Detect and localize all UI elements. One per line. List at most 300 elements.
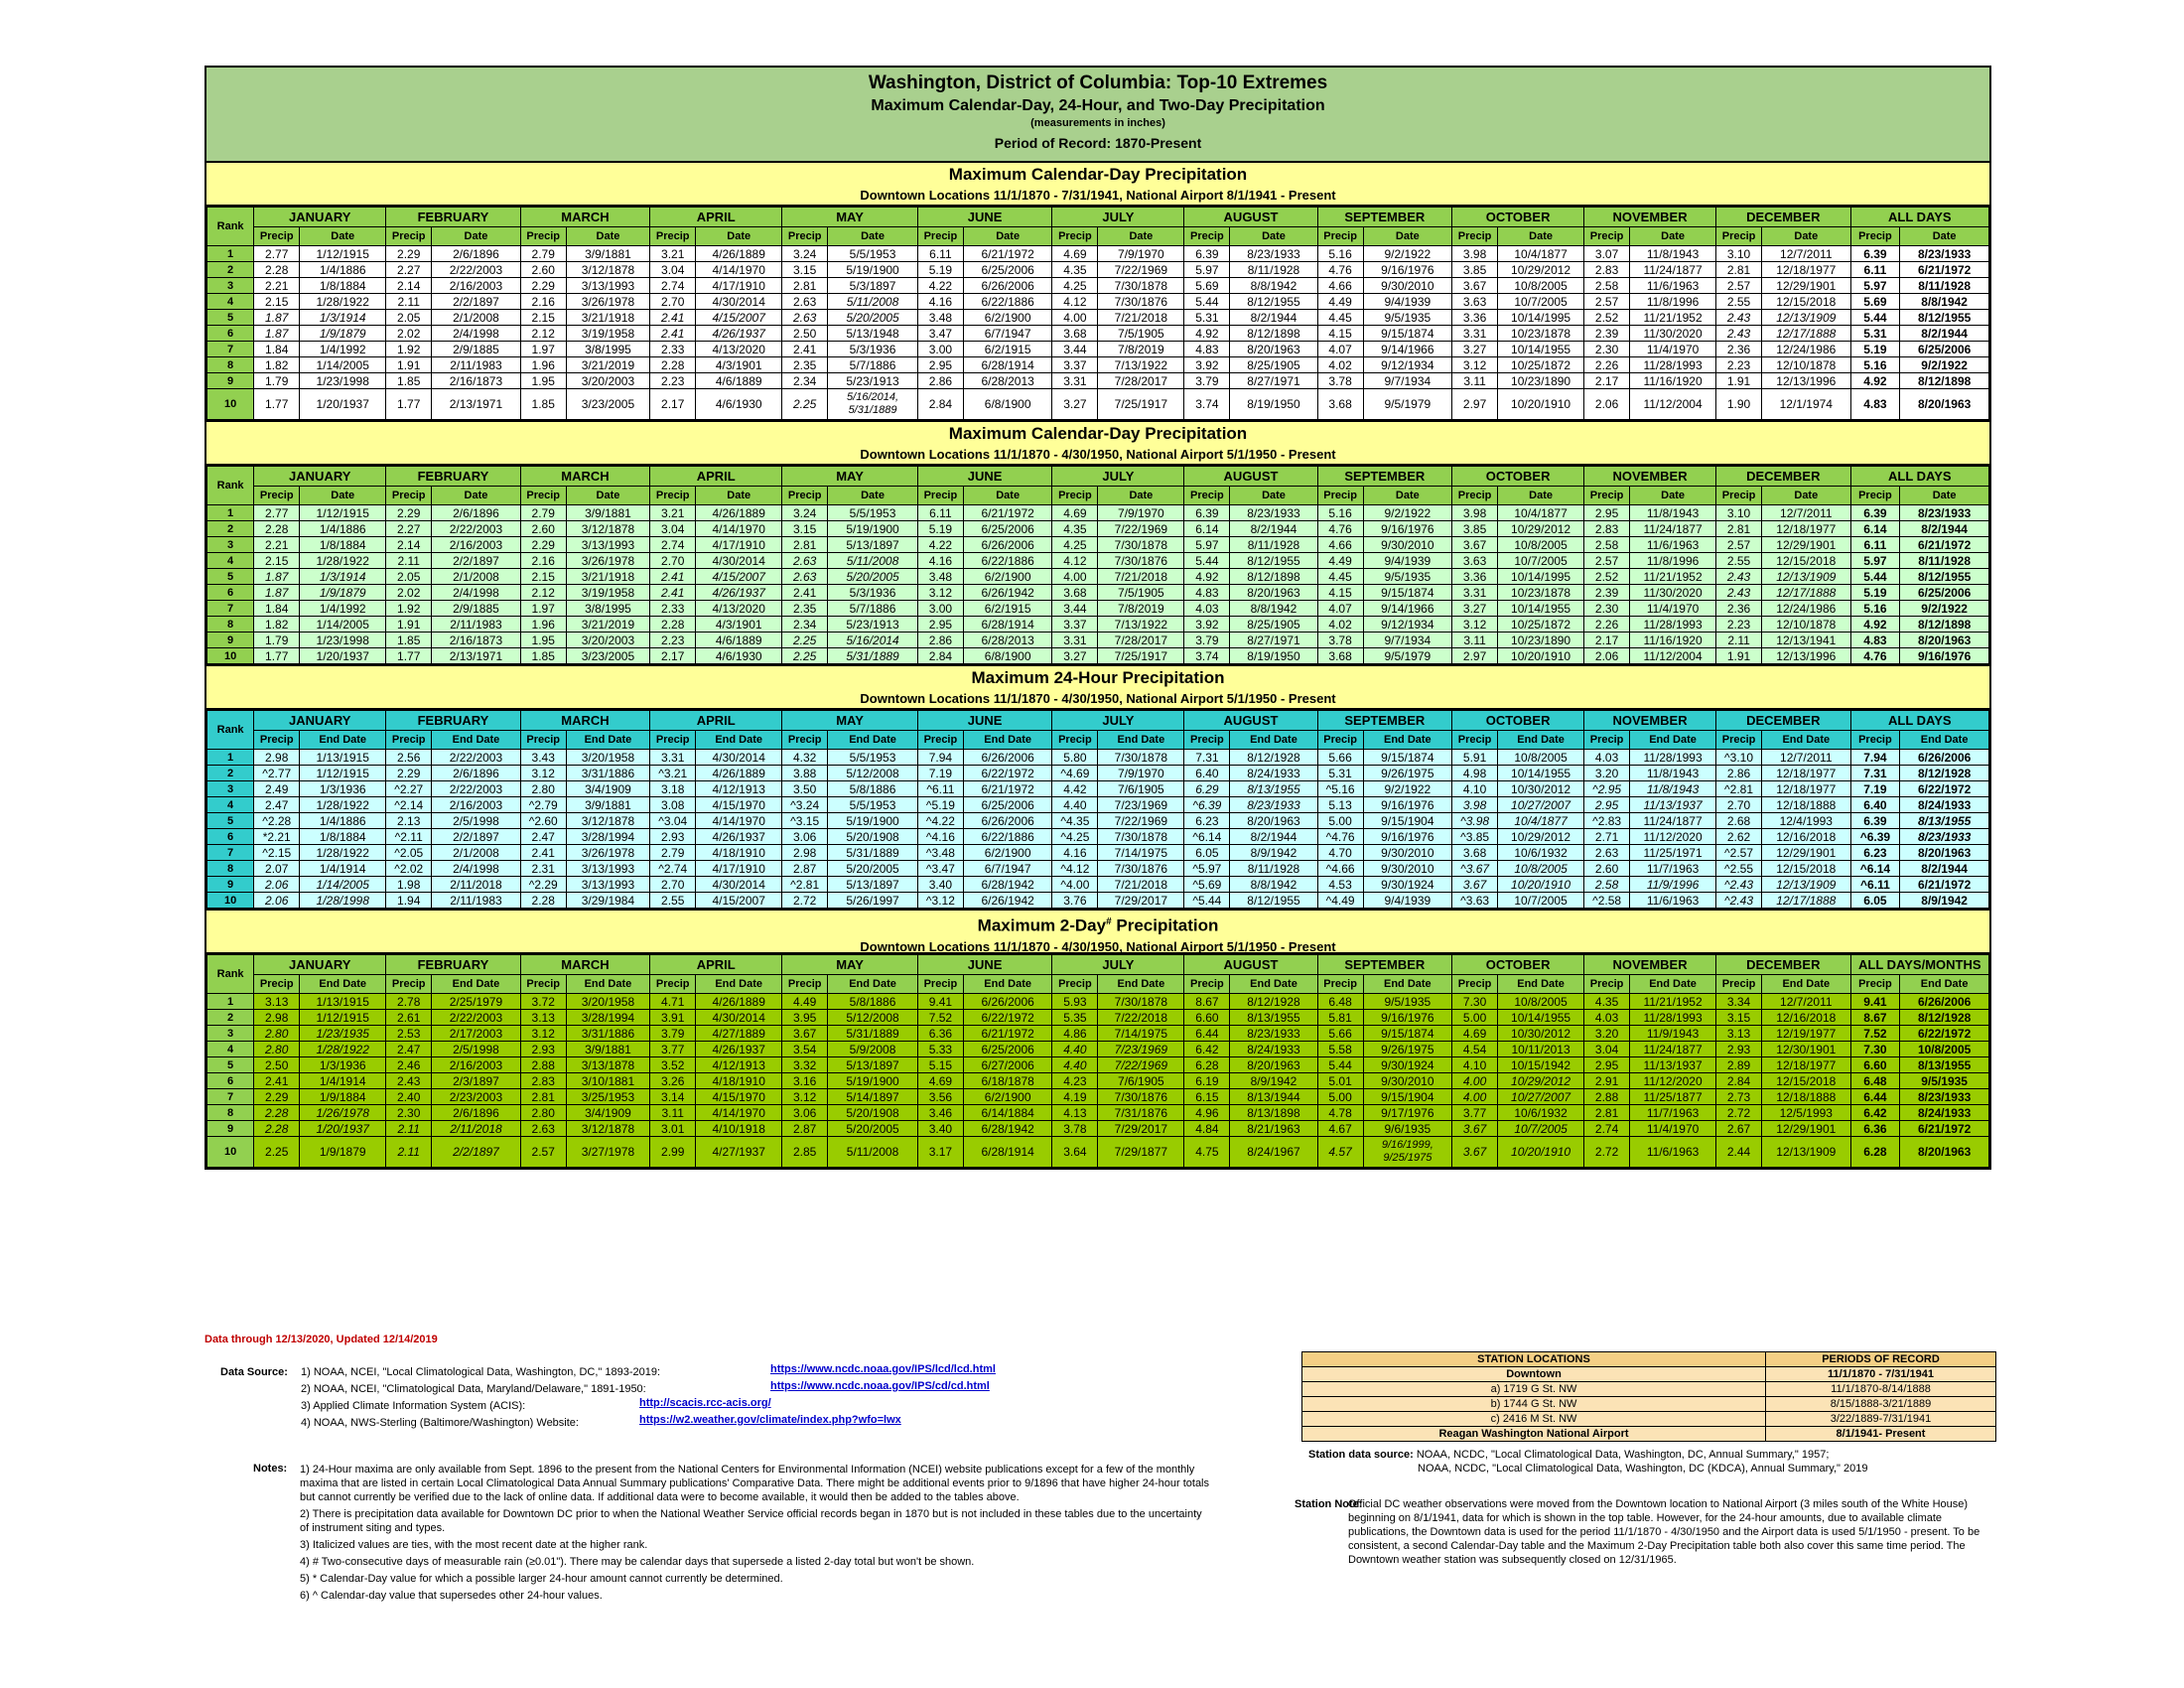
precip-value: ^3.85 [1452, 829, 1498, 845]
date-value: 6/2/1900 [963, 845, 1052, 861]
date-value: 4/26/1937 [696, 1042, 782, 1057]
month-header-august: AUGUST [1184, 955, 1317, 975]
date-value: 1/4/1914 [300, 861, 386, 877]
precip-value: 1.84 [254, 601, 300, 617]
station-row [1302, 1397, 1996, 1412]
precip-value: 4.92 [1184, 326, 1230, 342]
precip-col-header: Precip [386, 487, 432, 505]
precip-value: 2.29 [520, 537, 566, 553]
table-row [207, 617, 1989, 633]
precip-value: 2.63 [1584, 845, 1630, 861]
precip-value: 2.35 [782, 357, 828, 373]
date-value: 1/20/1937 [300, 648, 386, 664]
precip-value: 2.06 [254, 893, 300, 909]
precip-value: 3.78 [1052, 1121, 1098, 1137]
precip-value: 1.92 [386, 342, 432, 357]
precip-value: 4.12 [1052, 553, 1098, 569]
date-value: 5/20/2005 [828, 861, 918, 877]
section-title: Maximum 2-Day# Precipitation [977, 915, 1219, 935]
date-col-header: End Date [1900, 731, 1989, 750]
date-value: 1/4/1992 [300, 342, 386, 357]
note-item: 1) 24-Hour maxima are only available from Sept. 1896 to the present from the National Centers for Environmental Information (NCEI) website publications except for a few of the monthly maxima that are listed in certain Local Climatological Data Annual Summary publications' Comparative Data. There might be additional events prior to 9/1896 that have higher 24-hour totals but cannot currently be verified due to the lack of online data. If additional data were to become available, it would then be added to the tables above. [300, 1464, 1210, 1503]
date-value: 7/21/2018 [1098, 877, 1184, 893]
precip-value: 4.54 [1452, 1042, 1498, 1057]
date-value: 7/28/2017 [1098, 373, 1184, 389]
date-value: 4/14/1970 [696, 1105, 782, 1121]
precip-value: 2.83 [520, 1073, 566, 1089]
date-col-header: Date [1230, 487, 1317, 505]
date-value: 12/7/2011 [1762, 750, 1851, 766]
date-value: 6/22/1972 [963, 766, 1052, 781]
date-value: 6/28/2013 [963, 373, 1052, 389]
precip-value: 4.69 [1052, 505, 1098, 521]
precip-value: ^2.55 [1716, 861, 1762, 877]
precip-value: 5.66 [1317, 1026, 1363, 1042]
date-col-header: Date [1498, 487, 1584, 505]
precip-value: 5.35 [1052, 1010, 1098, 1026]
sheet-title: Washington, District of Columbia: Top-10 Extremes [868, 72, 1328, 93]
precip-value: 2.27 [386, 521, 432, 537]
rank-cell: 6 [207, 829, 254, 845]
precip-col-header: Precip [1584, 227, 1630, 246]
precip-value: 4.42 [1052, 781, 1098, 797]
all-days-date: 6/22/1972 [1900, 781, 1989, 797]
precip-value: 7.52 [917, 1010, 963, 1026]
date-value: 7/9/1970 [1098, 505, 1184, 521]
precip-col-header: Precip [917, 731, 963, 750]
all-days-precip: 6.39 [1850, 505, 1900, 521]
precip-value: 4.83 [1184, 342, 1230, 357]
date-value: 12/7/2011 [1762, 505, 1851, 521]
all-days-precip: 7.52 [1850, 1026, 1900, 1042]
date-value: 11/8/1996 [1630, 553, 1716, 569]
precip-value: ^2.81 [1716, 781, 1762, 797]
precip-value: 6.44 [1184, 1026, 1230, 1042]
date-value: 1/12/1915 [300, 766, 386, 781]
precip-value: 6.23 [1184, 813, 1230, 829]
date-value: 11/4/1970 [1630, 1121, 1716, 1137]
date-value: 1/3/1936 [300, 781, 386, 797]
precip-value: 3.20 [1584, 1026, 1630, 1042]
date-value: 7/30/1876 [1098, 294, 1184, 310]
precip-value: 2.21 [254, 537, 300, 553]
precip-value: 3.13 [254, 994, 300, 1010]
precip-value: ^4.16 [917, 829, 963, 845]
precip-value: 2.29 [520, 278, 566, 294]
precip-value: 1.87 [254, 585, 300, 601]
date-value: 3/20/1958 [566, 994, 650, 1010]
table-row [207, 310, 1989, 326]
precip-value: 2.70 [1716, 797, 1762, 813]
precip-value: 2.23 [1716, 617, 1762, 633]
date-value: 2/6/1896 [432, 1105, 521, 1121]
date-value: 11/4/1970 [1630, 601, 1716, 617]
precip-value: 3.01 [650, 1121, 696, 1137]
date-value: 12/18/1977 [1762, 262, 1851, 278]
section-title: Maximum Calendar-Day Precipitation [948, 165, 1248, 184]
date-value: 7/22/1969 [1098, 813, 1184, 829]
date-col-header: Date [1230, 227, 1317, 246]
precip-value: 6.29 [1184, 781, 1230, 797]
date-value: 1/8/1884 [300, 537, 386, 553]
date-value: 7/21/2018 [1098, 569, 1184, 585]
date-value: 2/13/1971 [432, 648, 521, 664]
precip-value: 5.19 [917, 262, 963, 278]
precip-value: ^2.28 [254, 813, 300, 829]
date-value: 10/7/2005 [1498, 294, 1584, 310]
date-value: 9/30/2010 [1363, 537, 1452, 553]
data-source-link[interactable]: http://scacis.rcc-acis.org/ [639, 1397, 771, 1409]
date-value: 2/3/1897 [432, 1073, 521, 1089]
precip-col-header: Precip [782, 227, 828, 246]
precip-value: 1.87 [254, 569, 300, 585]
date-col-header: Date [300, 487, 386, 505]
rank-cell: 9 [207, 877, 254, 893]
precip-value: 4.71 [650, 994, 696, 1010]
precip-value: 2.15 [254, 294, 300, 310]
precip-value: 3.68 [1052, 585, 1098, 601]
date-value: 6/2/1900 [963, 569, 1052, 585]
data-source-link[interactable]: https://www.ncdc.noaa.gov/IPS/cd/cd.html [770, 1380, 990, 1392]
station-period: 8/15/1888-3/21/1889 [1766, 1397, 1996, 1412]
precip-value: 2.72 [782, 893, 828, 909]
precip-value: 3.56 [917, 1089, 963, 1105]
date-value: 9/26/1975 [1363, 1042, 1452, 1057]
rank-cell: 9 [207, 1121, 254, 1137]
date-value: 12/30/1901 [1762, 1042, 1851, 1057]
all-days-precip: ^6.14 [1850, 861, 1900, 877]
date-value: 9/12/1934 [1363, 357, 1452, 373]
precip-value: 2.72 [1584, 1137, 1630, 1168]
precip-table [206, 954, 1989, 1168]
precip-value: 2.81 [520, 1089, 566, 1105]
date-value: 3/21/1918 [566, 569, 650, 585]
precip-value: 2.57 [1584, 294, 1630, 310]
table-row [207, 845, 1989, 861]
precip-value: ^3.24 [782, 797, 828, 813]
section-1 [206, 163, 1989, 420]
date-value: 5/19/1900 [828, 813, 918, 829]
date-value: 6/26/2006 [963, 813, 1052, 829]
date-col-header: End Date [1900, 975, 1989, 994]
date-value: 6/28/1914 [963, 357, 1052, 373]
date-value: 4/26/1889 [696, 766, 782, 781]
date-value: 8/20/1963 [1230, 585, 1317, 601]
date-value: 10/7/2005 [1498, 1121, 1584, 1137]
precip-value: 2.55 [1716, 553, 1762, 569]
date-value: 4/26/1889 [696, 246, 782, 262]
precip-value: 1.98 [386, 877, 432, 893]
precip-value: 4.00 [1052, 310, 1098, 326]
precip-value: 4.07 [1317, 601, 1363, 617]
precip-value: 4.13 [1052, 1105, 1098, 1121]
precip-value: ^2.79 [520, 797, 566, 813]
precip-value: 3.63 [1452, 553, 1498, 569]
precip-value: 6.39 [1184, 505, 1230, 521]
date-value: 9/30/2010 [1363, 861, 1452, 877]
date-value: 4/6/1889 [696, 373, 782, 389]
date-value: 6/21/1972 [963, 781, 1052, 797]
data-source-link[interactable]: https://www.ncdc.noaa.gov/IPS/lcd/lcd.html [770, 1363, 996, 1375]
precip-value: 3.78 [1317, 373, 1363, 389]
date-value: 4/17/1910 [696, 861, 782, 877]
date-value: 2/6/1896 [432, 505, 521, 521]
month-header-september: SEPTEMBER [1317, 467, 1451, 487]
precip-value: 3.11 [1452, 373, 1498, 389]
rank-cell: 3 [207, 537, 254, 553]
precip-value: 4.22 [917, 537, 963, 553]
notes-list [300, 1463, 1213, 1606]
date-col-header: Date [1900, 487, 1989, 505]
precip-value: 2.81 [782, 537, 828, 553]
precip-value: 3.12 [1452, 357, 1498, 373]
date-value: 5/3/1936 [828, 585, 918, 601]
precip-col-header: Precip [782, 731, 828, 750]
date-value: 4/27/1889 [696, 1026, 782, 1042]
precip-value: ^2.02 [386, 861, 432, 877]
all-days-date: 9/2/1922 [1900, 601, 1989, 617]
all-days-date: 8/12/1955 [1900, 310, 1989, 326]
precip-value: 3.00 [917, 342, 963, 357]
date-value: 7/29/2017 [1098, 893, 1184, 909]
date-value: 10/20/1910 [1498, 389, 1584, 420]
all-days-precip: 6.14 [1850, 521, 1900, 537]
date-value: 12/18/1977 [1762, 766, 1851, 781]
date-value: 3/25/1953 [566, 1089, 650, 1105]
date-value: 8/20/1963 [1230, 1057, 1317, 1073]
precip-value: 4.16 [1052, 845, 1098, 861]
date-value: 1/14/2005 [300, 877, 386, 893]
month-header-march: MARCH [520, 955, 650, 975]
table-row [207, 893, 1989, 909]
all-days-precip: 5.31 [1850, 326, 1900, 342]
data-source-link[interactable]: https://w2.weather.gov/climate/index.php?wfo=lwx [639, 1414, 901, 1426]
precip-value: 2.17 [1584, 633, 1630, 648]
notes-label: Notes: [253, 1463, 288, 1475]
date-value: 6/28/2013 [963, 633, 1052, 648]
date-value: 5/12/2008 [828, 766, 918, 781]
rank-cell: 2 [207, 1010, 254, 1026]
date-value: 3/21/2019 [566, 357, 650, 373]
precip-value: 3.36 [1452, 569, 1498, 585]
date-value: 2/13/1971 [432, 389, 521, 420]
date-value: 12/17/1888 [1762, 893, 1851, 909]
precip-value: 3.21 [650, 505, 696, 521]
precip-value: 2.83 [1584, 262, 1630, 278]
precip-value: 4.49 [1317, 294, 1363, 310]
precip-value: 2.30 [1584, 601, 1630, 617]
station-note-block [1295, 1497, 1993, 1567]
precip-value: 2.34 [782, 373, 828, 389]
precip-value: 2.86 [917, 373, 963, 389]
all-days-header: ALL DAYS [1850, 711, 1988, 731]
date-value: 12/1/1974 [1762, 389, 1851, 420]
precip-value: 2.67 [1716, 1121, 1762, 1137]
date-col-header: End Date [432, 731, 521, 750]
date-value: 10/29/2012 [1498, 1073, 1584, 1089]
precip-value: 3.79 [1184, 373, 1230, 389]
date-value: 2/1/2008 [432, 310, 521, 326]
date-value: 9/16/1999, 9/25/1975 [1363, 1137, 1452, 1168]
date-value: 12/10/1878 [1762, 617, 1851, 633]
all-days-precip: 5.97 [1850, 553, 1900, 569]
all-days-date: 9/16/1976 [1900, 648, 1989, 664]
all-days-precip: 5.44 [1850, 310, 1900, 326]
date-value: 11/9/1996 [1630, 877, 1716, 893]
table-row [207, 262, 1989, 278]
date-col-header: Date [300, 227, 386, 246]
sections-container [206, 163, 1989, 1168]
precip-value: 5.31 [1317, 766, 1363, 781]
precip-value: 3.16 [782, 1073, 828, 1089]
precip-value: 4.15 [1317, 585, 1363, 601]
date-value: 4/12/1913 [696, 781, 782, 797]
all-days-precip: 6.28 [1850, 1137, 1900, 1168]
precip-value: 5.44 [1184, 294, 1230, 310]
date-value: 11/24/1877 [1630, 521, 1716, 537]
date-value: 3/12/1878 [566, 521, 650, 537]
precip-value: 3.68 [1452, 845, 1498, 861]
date-value: 3/4/1909 [566, 781, 650, 797]
precip-value: 4.00 [1452, 1089, 1498, 1105]
date-value: 4/10/1918 [696, 1121, 782, 1137]
precip-value: 2.77 [254, 505, 300, 521]
precip-value: 5.91 [1452, 750, 1498, 766]
date-value: 8/24/1967 [1230, 1137, 1317, 1168]
date-value: 2/16/1873 [432, 633, 521, 648]
date-value: 12/15/2018 [1762, 294, 1851, 310]
precip-value: 6.05 [1184, 845, 1230, 861]
date-value: 9/15/1874 [1363, 750, 1452, 766]
precip-col-header: Precip [520, 227, 566, 246]
month-header-june: JUNE [917, 711, 1051, 731]
date-value: 4/15/2007 [696, 310, 782, 326]
rank-cell: 6 [207, 326, 254, 342]
precip-value: 4.66 [1317, 278, 1363, 294]
date-value: 3/4/1909 [566, 1105, 650, 1121]
date-value: 6/25/2006 [963, 521, 1052, 537]
precip-col-header: Precip [1052, 227, 1098, 246]
precip-value: 2.28 [254, 1121, 300, 1137]
precip-value: 5.97 [1184, 537, 1230, 553]
date-value: 1/13/1915 [300, 994, 386, 1010]
date-value: 11/8/1943 [1630, 781, 1716, 797]
date-value: 1/9/1879 [300, 326, 386, 342]
precip-value: 2.28 [650, 617, 696, 633]
date-value: 4/3/1901 [696, 617, 782, 633]
date-col-header: End Date [963, 731, 1052, 750]
date-value: 7/8/2019 [1098, 601, 1184, 617]
note-item: 3) Italicized values are ties, with the most recent date at the higher rank. [300, 1539, 648, 1551]
precip-value: ^2.43 [1716, 893, 1762, 909]
precip-value: 2.11 [1716, 633, 1762, 648]
date-value: 11/24/1877 [1630, 813, 1716, 829]
section-subtitle: Downtown Locations 11/1/1870 - 4/30/1950, National Airport 5/1/1950 - Present [860, 447, 1336, 462]
precip-value: 2.26 [1584, 357, 1630, 373]
table-row [207, 537, 1989, 553]
precip-value: 2.60 [520, 521, 566, 537]
date-value: 11/16/1920 [1630, 373, 1716, 389]
month-header-july: JULY [1052, 467, 1184, 487]
date-value: 5/3/1897 [828, 278, 918, 294]
precip-value: 6.19 [1184, 1073, 1230, 1089]
table-row [207, 246, 1989, 262]
month-header-september: SEPTEMBER [1317, 711, 1451, 731]
all-days-precip: 4.76 [1850, 648, 1900, 664]
precip-col-header: Precip [254, 731, 300, 750]
month-header-april: APRIL [650, 467, 782, 487]
all-days-date: 10/8/2005 [1900, 1042, 1989, 1057]
precip-value: 5.00 [1317, 813, 1363, 829]
rank-cell: 8 [207, 861, 254, 877]
rank-cell: 10 [207, 893, 254, 909]
date-value: 3/13/1993 [566, 877, 650, 893]
precip-value: 3.07 [1584, 246, 1630, 262]
date-value: 8/20/1963 [1230, 813, 1317, 829]
date-value: 11/21/1952 [1630, 994, 1716, 1010]
precip-value: 2.61 [386, 1010, 432, 1026]
date-value: 11/8/1943 [1630, 505, 1716, 521]
date-value: 11/12/2004 [1630, 648, 1716, 664]
date-value: 12/7/2011 [1762, 246, 1851, 262]
table-row [207, 569, 1989, 585]
date-value: 11/16/1920 [1630, 633, 1716, 648]
date-value: 6/2/1915 [963, 601, 1052, 617]
date-value: 4/14/1970 [696, 521, 782, 537]
precip-value: 4.86 [1052, 1026, 1098, 1042]
table-row [207, 342, 1989, 357]
precip-value: 2.43 [1716, 310, 1762, 326]
date-value: 7/30/1876 [1098, 553, 1184, 569]
precip-value: 4.35 [1584, 994, 1630, 1010]
date-value: 2/16/2003 [432, 797, 521, 813]
date-value: 12/13/1909 [1762, 877, 1851, 893]
rank-header: Rank [207, 711, 254, 750]
note-item: 2) There is precipitation data available for Downtown DC prior to when the National Weather Service official records began in 1870 but is not included in these tables due to the uncertainty of instrument siting and types. [300, 1508, 1202, 1534]
precip-value: 4.67 [1317, 1121, 1363, 1137]
precip-value: 2.47 [254, 797, 300, 813]
precip-value: 2.58 [1584, 278, 1630, 294]
date-value: 3/13/1878 [566, 1057, 650, 1073]
precip-value: ^4.35 [1052, 813, 1098, 829]
date-value: 11/8/1943 [1630, 246, 1716, 262]
date-value: 3/26/1978 [566, 294, 650, 310]
month-header-april: APRIL [650, 208, 782, 227]
date-value: 8/11/1928 [1230, 537, 1317, 553]
footnote-mark: # [1106, 916, 1112, 927]
precip-value: 2.93 [650, 829, 696, 845]
precip-value: 3.10 [1716, 505, 1762, 521]
precip-value: 5.13 [1317, 797, 1363, 813]
all-days-date: 8/12/1898 [1900, 373, 1989, 389]
date-value: 4/15/1970 [696, 797, 782, 813]
all-days-date: 6/25/2006 [1900, 342, 1989, 357]
precip-value: 3.44 [1052, 342, 1098, 357]
precip-value: 3.92 [1184, 617, 1230, 633]
precip-value: 3.85 [1452, 521, 1498, 537]
table-row [207, 813, 1989, 829]
date-col-header: Date [1363, 487, 1452, 505]
date-value: 1/20/1937 [300, 389, 386, 420]
precip-value: 1.95 [520, 373, 566, 389]
date-value: 12/13/1941 [1762, 633, 1851, 648]
date-value: 10/7/2005 [1498, 553, 1584, 569]
date-value: 11/21/1952 [1630, 569, 1716, 585]
date-value: 9/15/1874 [1363, 585, 1452, 601]
precip-value: 3.52 [650, 1057, 696, 1073]
date-value: 10/29/2012 [1498, 521, 1584, 537]
precip-value: 4.49 [1317, 553, 1363, 569]
